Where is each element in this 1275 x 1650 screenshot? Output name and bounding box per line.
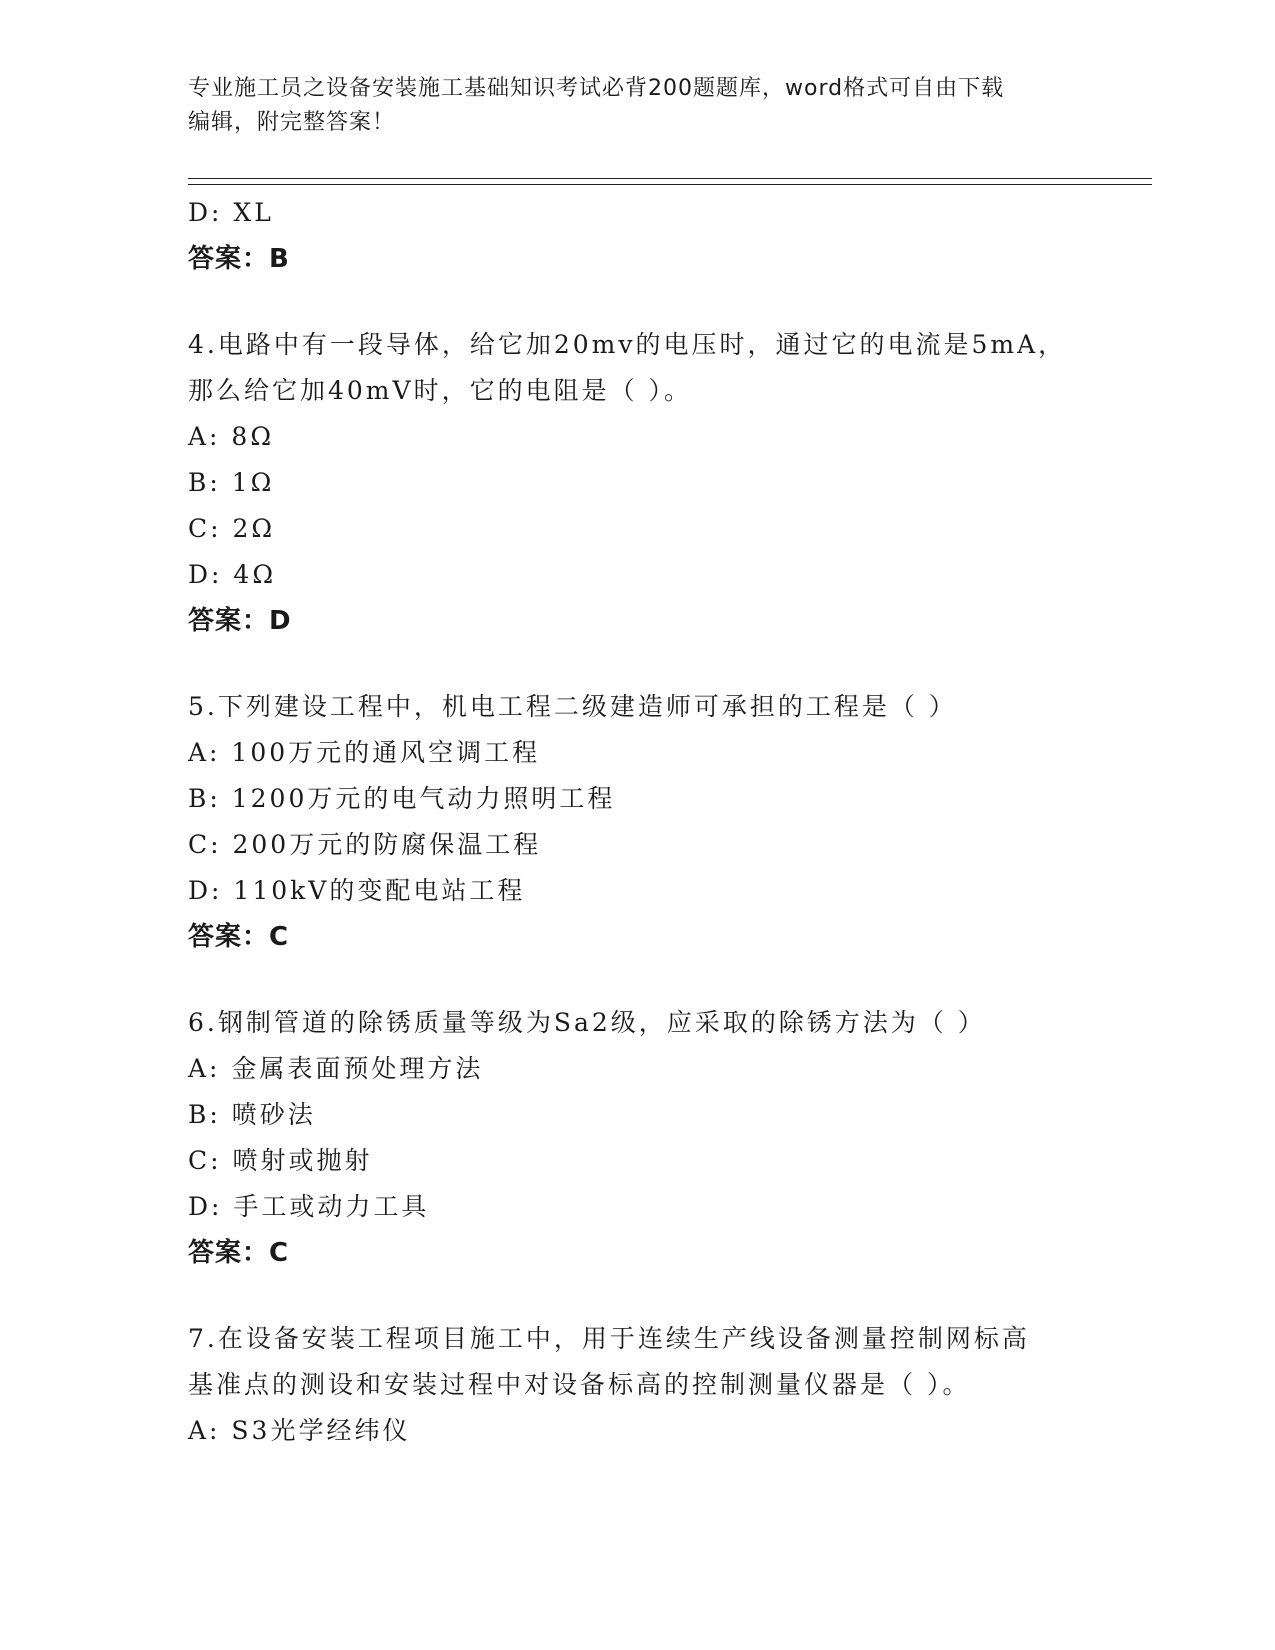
q6-option-c: C: 喷射或抛射 (188, 1146, 373, 1175)
q5-option-b: B: 1200万元的电气动力照明工程 (188, 784, 616, 813)
q7-option-a: A: S3光学经纬仪 (188, 1416, 411, 1445)
document-header (188, 72, 1068, 140)
q6-option-b: B: 喷砂法 (188, 1100, 316, 1129)
header-line-1: 专业施工员之设备安装施工基础知识考试必背200题题库，word格式可自由下载 (188, 76, 1005, 101)
q4-stem-line-1: 4.电路中有一段导体，给它加20mv的电压时，通过它的电流是5mA， (188, 330, 1067, 359)
q5-option-c: C: 200万元的防腐保温工程 (188, 830, 542, 859)
q6-stem-line-1: 6.钢制管道的除锈质量等级为Sa2级，应采取的除锈方法为（ ） (188, 1008, 986, 1037)
question-3-tail (188, 190, 1088, 282)
q7-stem-line-2: 基准点的测设和安装过程中对设备标高的控制测量仪器是（ ）。 (188, 1370, 971, 1399)
question-5 (188, 684, 1088, 960)
q7-stem-line-1: 7.在设备安装工程项目施工中，用于连续生产线设备测量控制网标高 (188, 1324, 1030, 1353)
q4-option-a: A: 8Ω (188, 422, 275, 451)
q4-option-c: C: 2Ω (188, 514, 276, 543)
q3-option-d: D: XL (188, 198, 274, 227)
document-body (188, 190, 1088, 1454)
question-6 (188, 1000, 1088, 1276)
header-line-2: 编辑，附完整答案！ (188, 110, 396, 135)
header-divider-bottom (188, 184, 1152, 185)
q4-answer: 答案：D (188, 606, 292, 636)
q4-option-d: D: 4Ω (188, 560, 277, 589)
q4-stem-line-2: 那么给它加40mV时，它的电阻是（ ）。 (188, 376, 693, 405)
q6-answer: 答案：C (188, 1238, 290, 1268)
question-4 (188, 322, 1088, 644)
q5-option-a: A: 100万元的通风空调工程 (188, 738, 541, 767)
q5-stem-line-1: 5.下列建设工程中，机电工程二级建造师可承担的工程是（ ） (188, 692, 957, 721)
question-7 (188, 1316, 1088, 1454)
header-divider-top (188, 178, 1152, 179)
q6-option-a: A: 金属表面预处理方法 (188, 1054, 484, 1083)
q3-answer: 答案：B (188, 244, 290, 274)
q5-option-d: D: 110kV的变配电站工程 (188, 876, 526, 905)
q4-option-b: B: 1Ω (188, 468, 275, 497)
q5-answer: 答案：C (188, 922, 290, 952)
q6-option-d: D: 手工或动力工具 (188, 1192, 430, 1221)
